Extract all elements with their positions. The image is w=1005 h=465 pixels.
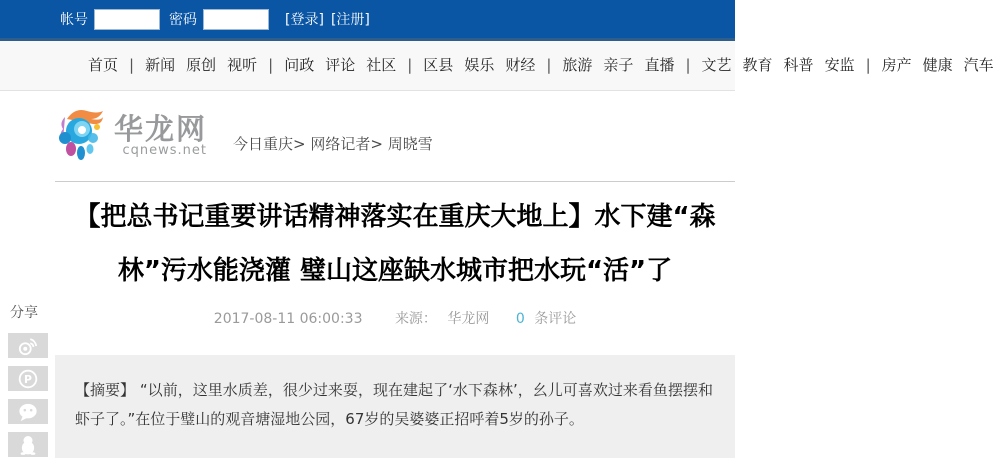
breadcrumb: 今日重庆> 网络记者> 周晓雪 [233, 134, 433, 153]
register-link[interactable]: [注册] [330, 12, 370, 28]
nav-item[interactable]: 亲子 [603, 56, 634, 74]
brand-name: 华龙网 [114, 112, 208, 146]
article-abstract [55, 355, 735, 458]
brand-domain: cqnews.net [122, 143, 208, 158]
share-pengyou-icon[interactable] [8, 366, 48, 391]
main-nav [0, 41, 994, 91]
dragon-logo-icon [57, 105, 109, 167]
svg-text:P: P [24, 372, 32, 386]
source-name: 华龙网 [447, 311, 490, 327]
share-qq-icon[interactable] [8, 432, 48, 457]
nav-separator: | [407, 56, 413, 74]
comment-label[interactable]: 条评论 [534, 311, 577, 327]
password-input[interactable] [203, 9, 269, 30]
nav-item[interactable]: 旅游 [562, 56, 593, 74]
abstract-label: 【摘要】 [75, 381, 136, 399]
nav-item[interactable]: 娱乐 [464, 56, 495, 74]
share-label: 分享 [10, 305, 38, 321]
nav-separator: | [268, 56, 274, 74]
nav-item[interactable]: 问政 [284, 56, 315, 74]
article-title-line2: 林”污水能浇灌 璧山这座缺水城市把水玩“活”了 [117, 256, 673, 286]
article-area [55, 181, 735, 458]
share-panel [8, 302, 48, 465]
nav-item[interactable]: 新闻 [145, 56, 176, 74]
abstract-text: “以前，这里水质差，很少过来耍，现在建起了‘水下森林’，幺儿可喜欢过来看鱼摆摆和虾子了。”在位于璧山的观音塘湿地公园，67岁的吴婆婆正招呼着5岁的孙子。 [75, 381, 713, 428]
share-weibo-icon[interactable] [8, 333, 48, 358]
nav-separator: | [685, 56, 691, 74]
nav-item[interactable]: 文艺 [701, 56, 732, 74]
nav-item[interactable]: 健康 [922, 56, 953, 74]
breadcrumb-item[interactable]: 周晓雪 [387, 134, 433, 153]
site-header [0, 91, 735, 181]
article-meta [55, 308, 735, 328]
nav-item[interactable]: 首页 [88, 56, 119, 74]
account-input[interactable] [94, 9, 160, 30]
nav-separator: | [129, 56, 135, 74]
source-label: 来源： [394, 311, 437, 327]
breadcrumb-item[interactable]: 网络记者 [310, 134, 371, 153]
login-link[interactable]: [登录] [285, 12, 324, 28]
nav-item[interactable]: 汽车 [963, 56, 994, 74]
password-label: 密码 [169, 12, 197, 28]
nav-item[interactable]: 科普 [783, 56, 814, 74]
publish-date: 2017-08-11 06:00:33 [213, 311, 363, 327]
nav-item[interactable]: 房产 [881, 56, 912, 74]
nav-item[interactable]: 区县 [423, 56, 454, 74]
comment-count[interactable]: 0 [515, 311, 525, 327]
nav-item[interactable]: 评论 [325, 56, 356, 74]
nav-item[interactable]: 安监 [824, 56, 855, 74]
article-title [55, 182, 735, 298]
account-label: 帐号 [60, 12, 88, 28]
nav-item[interactable]: 直播 [644, 56, 675, 74]
nav-item[interactable]: 教育 [742, 56, 773, 74]
nav-item[interactable]: 财经 [505, 56, 536, 74]
nav-separator: | [865, 56, 871, 74]
site-logo[interactable] [57, 105, 207, 167]
login-bar [0, 0, 735, 41]
article-title-line1: 【把总书记重要讲话精神落实在重庆大地上】水下建“森 [74, 202, 716, 232]
nav-item[interactable]: 社区 [366, 56, 397, 74]
share-wechat-icon[interactable] [8, 399, 48, 424]
nav-item[interactable]: 视听 [227, 56, 258, 74]
nav-item[interactable]: 原创 [186, 56, 217, 74]
breadcrumb-item[interactable]: 今日重庆 [233, 134, 294, 153]
nav-separator: | [546, 56, 552, 74]
